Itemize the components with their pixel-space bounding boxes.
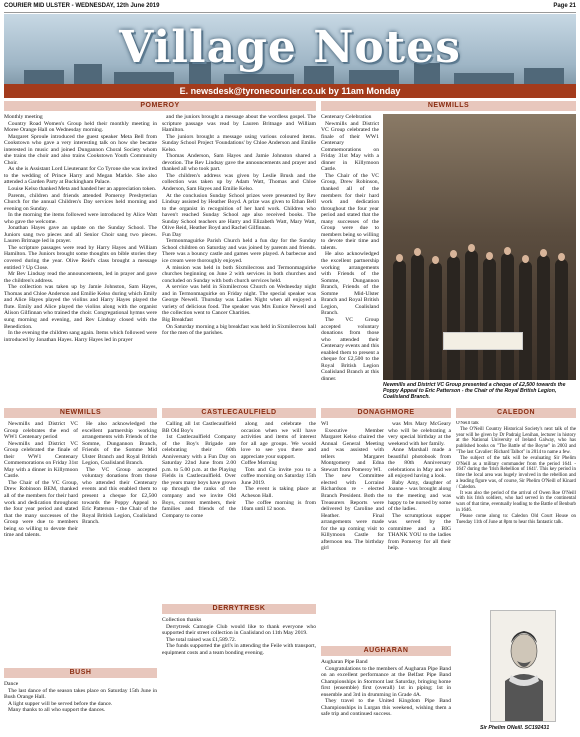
bush-para: The last dance of the season takes place on Saturday 15th June in Bush Orange Hall. bbox=[4, 687, 157, 701]
derrytresk-para: Derrytresk Camogie Club would like to thank everyone who supported their street collection in Coalisland on 11th May 2019. bbox=[162, 623, 316, 637]
augharan-column bbox=[321, 659, 451, 735]
castlecaulfield-para: The event is taking place at Acheson Hall. bbox=[241, 486, 316, 500]
newmills-top-para: Newmills and District VC Group celebrated the finale of their WW1 Centenary Commemorations on Friday 31st May with a dinner in Killymoon Castle. bbox=[321, 120, 379, 173]
pomeroy-para: The juniors brought a message using various coloured items. Sunday School Project 'Foundations' by Chloe Anderson and Emilie Kelso. bbox=[162, 133, 316, 153]
donaghmore-para: Executive Member Margaret Kelso chaired the Annual General Meeting and was assisted with tellers Margaret Montgomery and Edna Stewart from Pomeroy WI. bbox=[321, 427, 384, 473]
augharan-heading: AUGHARAN bbox=[321, 646, 451, 656]
derrytresk-heading: DERRYTRESK bbox=[162, 604, 316, 614]
castlecaulfield-para: 1st Castlecaulfield Company of the Boy's Brigade are celebrating their 60th Anniversary with a Fun Day on Saturday 22nd June from 2.00 p.m. to 5.00 p.m. at the Playing Fields in Castlecaulfield. Over the years many boys have grown up through the ranks of the company and we invite Old Boys, current members, their families and friends of the Company to come bbox=[162, 434, 236, 519]
castlecaulfield-column-1 bbox=[162, 421, 236, 599]
pomeroy-para: Margaret Sproule introduced the guest speaker Meta Bell from Cookstown who gave a very interesting talk on how she became interested in music and joined Dungannon Choral Society whom she trains the choir and also trains Cookstown Youth Community Choir. bbox=[4, 133, 157, 166]
newmills-bottom-para: The VC Group accepted voluntary donations from those who attended their Centenary events and this enabled them to present a cheque for £2,500 towards the Poppy Appeal to Eric Patterson - the Chair of the Royal British Legion, Coalisland Branch. bbox=[82, 466, 157, 526]
pomeroy-para: Thomas Anderson, Sam Hayes and Jamie Johnston shared a devotion. The Rev Lindsay gave the announcements and prayer and thanked all who took part. bbox=[162, 153, 316, 173]
donaghmore-para: was Mrs Mary McGeary who will be celebrating a very special birthday at the weekend with her family. bbox=[388, 421, 451, 447]
bush-para: A light supper will be served before the dance. bbox=[8, 700, 113, 707]
castlecaulfield-para: Tots and Co invite you to a coffee morning on Saturday 15th June 2019. bbox=[241, 466, 316, 486]
caledon-para: O'Neill talk bbox=[456, 421, 479, 426]
castlecaulfield-column-2 bbox=[241, 421, 316, 599]
portrait-caption: Sir Phelim ONeill. SC192431 bbox=[480, 725, 550, 731]
castlecaulfield-heading: CASTLECAULFIELD bbox=[162, 408, 316, 418]
pomeroy-para: The collection was taken up by Jamie Johnston, Sam Hayes, Thomas and Chloe Anderson and Emilie Kelso during which Emily and Alice Hayes played the violins and Harry Hayes played the flute. Emily and Alice played the violins along with the organist Alison Gilfinnan who trained the choir. Congregational hymns were sung morning and evening, and Rev Lindsay closed with the Benediction. bbox=[4, 284, 157, 330]
newmills-top-heading: NEWMILLS bbox=[321, 101, 576, 111]
pomeroy-para: Louise Kelso thanked Meta and handed her an appreciation token. bbox=[8, 186, 157, 193]
banner-email: E. newsdesk@tyronecourier.co.uk by 11am Monday bbox=[4, 84, 576, 98]
pomeroy-para: Parents, children and friends attended Pomeroy Presbyterian Church for the annual Children's Day services held morning and evening on Sunday. bbox=[4, 192, 157, 212]
newmills-bottom-column-2 bbox=[82, 421, 157, 666]
pomeroy-para: and the juniors brought a message about the wordless gospel. The scripture passage was read by Lauren Britnage and William Hamilton. bbox=[162, 114, 316, 134]
newmills-top-para: The Chair of the VC Group, Drew Robinson, thanked all of the members for their hard work and dedication throughout the four year period and stated that the many successes of the Group were due to members being so willing to devote their time and talents. bbox=[321, 172, 379, 251]
newmills-top-para: The VC Group accepted voluntary donations from those who attended their Centenary events and this enabled them to present a cheque for £2,500 to the Royal British Legion Coalisland Branch at this dinner. bbox=[321, 316, 379, 382]
castlecaulfield-para: The coffee morning is from 10am until 12 noon. bbox=[241, 499, 316, 513]
pomeroy-para: In the evening the children sang again. Items which followed were introduced by Jonathan Hayes. Harry Hayes led in prayer bbox=[4, 330, 157, 343]
caledon-para: It was also the period of the arrival of Owen Roe O'Neill with his Irish soldiers, who had served in the continental wars of that time, eventually leading to the Battle of Benburb in 1646. bbox=[456, 490, 576, 513]
castlecaulfield-subhead: Coffee Morning bbox=[241, 460, 278, 467]
augharan-para: Augharan Pipe Band bbox=[321, 659, 368, 665]
pomeroy-subhead: Big Breakfast bbox=[162, 316, 193, 323]
derrytresk-para: Collection thanks bbox=[162, 617, 202, 623]
caledon-heading: CALEDON bbox=[456, 408, 576, 418]
donaghmore-column-1 bbox=[321, 421, 384, 643]
pomeroy-para: Jonathan Hayes gave an update on the Sunday School. The Juniors sang two pieces and all Senior Choir sang two pieces. Lauren Britnage led in prayer. bbox=[4, 225, 157, 245]
newmills-top-para: He also acknowledged the excellent partnership working arrangements with Friends of the Somme, Dungannon Branch, Friends of the Somme Mid-Ulster Branch and Royal British Legion, Coalisland Branch. bbox=[321, 251, 379, 317]
donaghmore-heading: DONAGHMORE bbox=[321, 408, 451, 418]
newmills-group-photo bbox=[383, 114, 576, 380]
pomeroy-para: Mr Bev Lindsay read the announcements, led in prayer and gave the children's address. bbox=[4, 271, 157, 284]
augharan-para: Congratulations to the members of Augharan Pipe Band on an excellent performance at the Belfast Pipe Band Championships in Stormont last Saturday, bringing home first (ensemble) first (overall) 1st in piping; 1st in ensemble and 3rd in drumming in Grade 4A. bbox=[321, 665, 451, 698]
pomeroy-para: At the conclusion Sunday School prizes were presented by Rev Lindsay assisted by Heather Boyd. A prize was given to Ethan Bell to the organist in recognition of her hard work. Children who haven't reached Sunday School age also received books. The Sunday School teachers are Harry and Elizabeth Watt, Mary Watt, Olive Reid, Heather Boyd and Rachel Gilfinnan. bbox=[162, 192, 316, 232]
bush-heading: BUSH bbox=[4, 668, 157, 678]
village-notes-banner bbox=[4, 14, 576, 98]
pomeroy-para: In the morning the items followed were introduced by Alice Watt who gave the welcome. bbox=[4, 212, 157, 225]
header-left: COURIER MID ULSTER - WEDNESDAY, 12th June 2019 bbox=[4, 3, 160, 9]
newmills-top-para: Centenary Celebration bbox=[321, 114, 372, 120]
donaghmore-para: Anne Marshall made a beautiful photobook from the 80th Anniversary celebrations in May and we all enjoyed having a look. bbox=[388, 447, 451, 480]
sir-phelim-oneill-portrait bbox=[490, 610, 556, 722]
pomeroy-para: The children's address was given by Leslie Brush and the collection was taken up by Adam Watt, Thomas and Chloe Anderson, Sam Hayes and Emilie Kelso. bbox=[162, 172, 316, 193]
donaghmore-para: WI bbox=[321, 421, 329, 427]
newmills-bottom-para: The Chair of the VC Group, Drew Robinson BEM, thanked all of the members for their hard work and dedication throughout the four year period and stated that the many successes of the Group were due to members being so willing to devote their time and talents. bbox=[4, 479, 78, 539]
donaghmore-para: Baby Amy, daughter of Joanne - was brought along to the meeting and was happy to be nursed by some of the ladies. bbox=[388, 479, 451, 513]
newmills-bottom-column-1 bbox=[4, 421, 78, 666]
page-header bbox=[4, 3, 576, 13]
donaghmore-para: The new Committee elected with Lorraine Richardson re - elected Branch President. Both the Treasurers Reports were delivered by Caroline and Heather. Final arrangements were made for the up coming visit to Killymoon Castle for afternoon tea. The birthday girl bbox=[321, 473, 384, 552]
augharan-para: They travel to the United Kingdom Pipe Band Championships in Lurgan this weekend, wishing them a safe trip and continued success. bbox=[321, 698, 451, 718]
castlecaulfield-para: along and celebrate the occasion when we will have activities and items of interest for all age groups. We would love to see you there and appreciate your support. bbox=[241, 421, 316, 460]
pomeroy-column-2 bbox=[162, 114, 316, 404]
caledon-para: Please come along to: Caledon Old Court House on Tuesday 11th of June at 8pm to hear this fantastic talk. bbox=[456, 513, 576, 525]
pomeroy-para: Country Road Women's Group held their monthly meeting in Moree Orange Hall on Wednesday morning. bbox=[4, 120, 157, 134]
bush-column bbox=[4, 681, 157, 735]
newmills-top-column bbox=[321, 114, 379, 382]
pomeroy-heading: POMEROY bbox=[4, 101, 316, 111]
pomeroy-para: On Saturday morning a big breakfast was held in Sixmilecross hall for the men of the parishes. bbox=[162, 323, 316, 337]
pomeroy-column-1 bbox=[4, 114, 157, 404]
header-right: Page 21 bbox=[553, 3, 576, 9]
caledon-para: The O'Neill Country Historical Society's next talk of the year will be given by Dr Padraig Lenihan, lecturer in history at the National University of Ireland Galway, who has published books on "The Battle of the Boyne" in 2003 and "The last Cavalier: Richard Talbot" in 2014 to name a few. bbox=[456, 426, 576, 455]
newmills-photo-caption: Newmills and District VC Group presented a cheque of £2,500 towards the Poppy Appeal to Eric Patterson - the Chair of the Royal British Legion, Coalisland Branch. bbox=[383, 382, 566, 400]
newmills-bottom-para: Newmills and District VC Group celebrated the finale of their WW1 Centenary Commemorations on Friday 31st May with a dinner in Killymoon Castle. bbox=[4, 440, 78, 480]
donaghmore-column-2 bbox=[388, 421, 451, 643]
cheque-illustration bbox=[443, 332, 523, 350]
caledon-column bbox=[456, 421, 576, 601]
pomeroy-para: Monthly meeting bbox=[4, 114, 43, 120]
bush-para: Dance bbox=[4, 681, 19, 687]
newmills-bottom-para: Newmills and District VC Group celebrates the end of WW1 Centenary period bbox=[4, 421, 78, 441]
pomeroy-para: As she is Assistant Lord Lieutenant for Co Tyrone she was invited to the wedding of Prince Harry and Megan Markle. She also attended a Garden Party at Buckingham Palace. bbox=[4, 166, 157, 186]
portrait-engraving bbox=[491, 611, 556, 722]
newmills-bottom-para: He also acknowledged the excellent partnership working arrangements with Friends of the Somme, Dungannon Branch, Friends of the Somme Mid Ulster Branch and Royal British Legion, Coalisland Branch. bbox=[82, 421, 157, 467]
pomeroy-para: The scripture passages were read by Harry Hayes and William Hamilton. The Juniors brought some thoughts on bible stories they covered during the year. Olive Reid's class brought a message entitled ? Up Close. bbox=[4, 244, 157, 271]
pomeroy-para: A mission was held in both Sixmilecross and Termonmaguirke churches beginning on June 2 with services in both churches and concluded on Sunday with both church services held. bbox=[162, 264, 316, 284]
bush-para: Many thanks to all who support the dances. bbox=[8, 707, 106, 714]
pomeroy-subhead: Fun Day bbox=[162, 231, 182, 238]
banner-title: Village Notes bbox=[119, 22, 461, 73]
derrytresk-para: The funds supported the girl's in attending the Feile with transport, equipment costs and a team bonding evening. bbox=[162, 643, 316, 656]
derrytresk-column bbox=[162, 617, 316, 735]
caledon-para: The subject of the talk will be evaluating Sir Phelim O'Neill as a military commander from the period 1641 - 1647 during the 'Irish Rebellion of 1641'. This key period in time the local area was hugely involved in the rebellion and a leading figure was, of course, Sir Phelim O'Neill of Kinard / Caledon. bbox=[456, 455, 576, 490]
derrytresk-para: The total raised was £1,589.72. bbox=[166, 636, 237, 643]
castlecaulfield-para: Calling all 1st Castlecaulfield BB Old Boy's bbox=[162, 421, 236, 434]
newmills-bottom-heading: NEWMILLS bbox=[4, 408, 157, 418]
pomeroy-para: A service was held in Sixmilecross Church on Wednesday night and in Termonmaguirke on Friday night. The special speaker was George Newell. Thursday was Ladies Night when all enjoyed a variety of delicious food. The speaker was Mrs Eunice Newell and the collection went to Cancer Charities. bbox=[162, 284, 316, 317]
donaghmore-para: The scrumptious supper was served by the committee and a BIG THANK YOU to the ladies from Pomeroy for all their help. bbox=[388, 512, 451, 552]
pomeroy-para: Termonmaguirke Parish Church held a fun day for the Sunday School children on Saturday and was joined by parents and friends. There was a bouncy castle and games were played. A barbecue and ice cream were thoroughly enjoyed. bbox=[162, 238, 316, 265]
